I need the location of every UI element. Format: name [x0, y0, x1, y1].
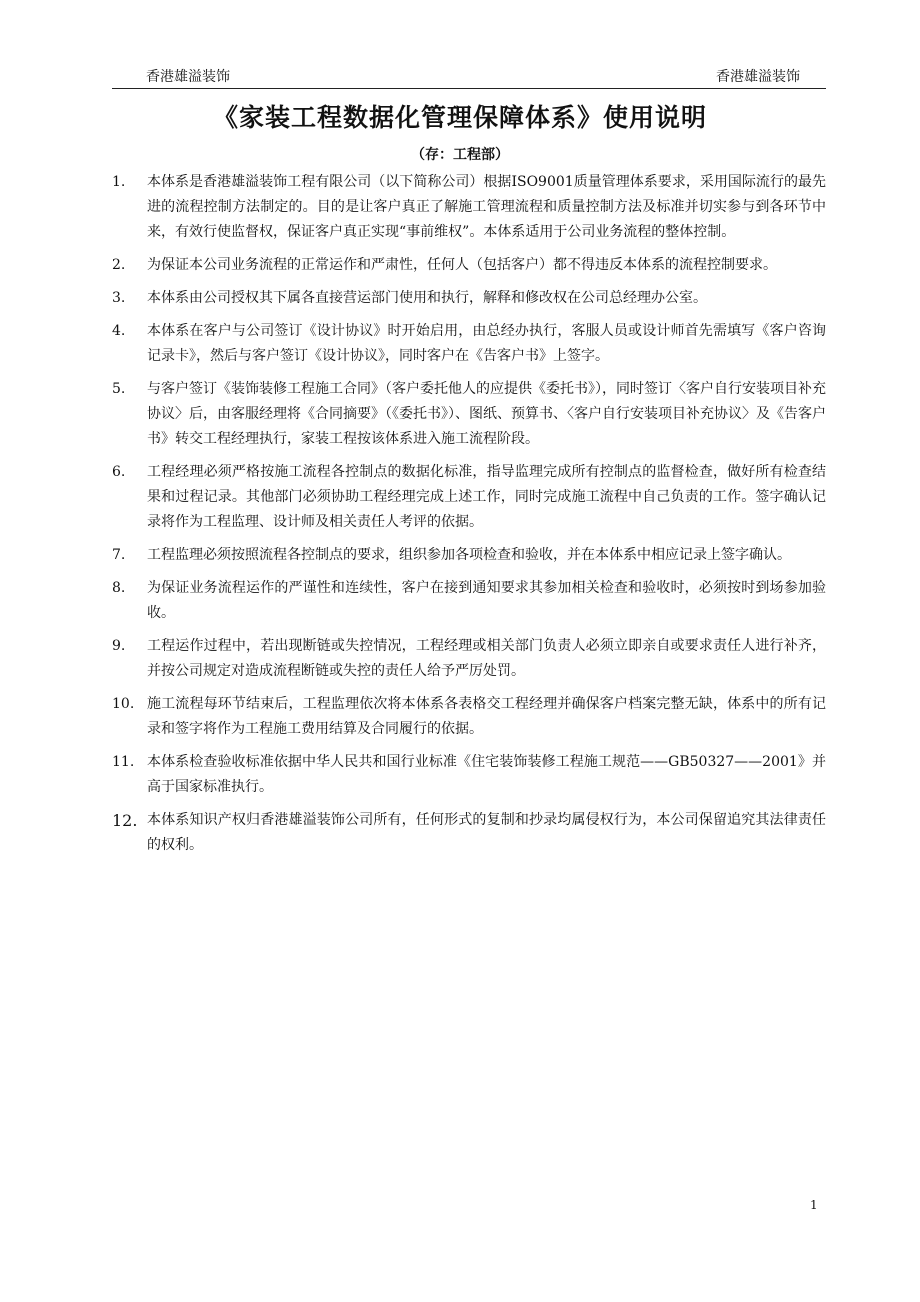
list-item: [112, 460, 826, 535]
instruction-list: [112, 170, 826, 866]
list-item: [112, 377, 826, 452]
item-number: 10.: [112, 696, 135, 712]
list-item: [112, 692, 826, 742]
list-item: [112, 543, 826, 568]
item-number: 4.: [112, 323, 126, 339]
item-text: 工程运作过程中，若出现断链或失控情况，工程经理或相关部门负责人必须立即亲自或要求责任人进行补齐，并按公司规定对造成流程断链或失控的责任人给予严厉处罚。: [147, 638, 826, 679]
header-left-text: 香港雄溢装饰: [146, 69, 230, 85]
item-number: 9.: [112, 638, 126, 654]
list-item: [112, 576, 826, 626]
item-number: 1.: [112, 174, 126, 190]
list-item: [112, 170, 826, 245]
item-text: 为保证本公司业务流程的正常运作和严肃性，任何人（包括客户）都不得违反本体系的流程控制要求。: [147, 257, 777, 273]
item-number: 3.: [112, 290, 126, 306]
list-item: [112, 808, 826, 858]
item-number: 8.: [112, 580, 126, 596]
item-text: 为保证业务流程运作的严谨性和连续性，客户在接到通知要求其参加相关检查和验收时，必须按时到场参加验收。: [147, 580, 826, 621]
item-text: 工程经理必须严格按施工流程各控制点的数据化标准，指导监理完成所有控制点的监督检查，做好所有检查结果和过程记录。其他部门必须协助工程经理完成上述工作，同时完成施工流程中自己负责的工作。签字确认记录将作为工程监理、设计师及相关责任人考评的依据。: [147, 464, 826, 530]
header-right-text: 香港雄溢装饰: [716, 69, 800, 85]
list-item: [112, 286, 826, 311]
list-item: [112, 319, 826, 369]
list-item: [112, 634, 826, 684]
item-text: 本体系由公司授权其下属各直接营运部门使用和执行，解释和修改权在公司总经理办公室。: [147, 290, 707, 306]
item-number: 11.: [112, 754, 135, 770]
item-number: 12.: [112, 811, 138, 830]
document-title: 《家装工程数据化管理保障体系》使用说明: [212, 103, 707, 132]
item-number: 2.: [112, 257, 126, 273]
item-text: 本体系是香港雄溢装饰工程有限公司（以下简称公司）根据ISO9001质量管理体系要求，采用国际流行的最先进的流程控制方法制定的。目的是让客户真正了解施工管理流程和质量控制方法及标准并切实参与到各环节中来，有效行使监督权，保证客户真正实现“事前维权”。本体系适用于公司业务流程的整体控制。: [147, 174, 826, 240]
item-text: 本体系检查验收标准依据中华人民共和国行业标准《住宅装饰装修工程施工规范——GB50327——2001》并高于国家标准执行。: [147, 754, 826, 795]
item-text: 施工流程每环节结束后，工程监理依次将本体系各表格交工程经理并确保客户档案完整无缺，体系中的所有记录和签字将作为工程施工费用结算及合同履行的依据。: [147, 696, 826, 737]
page-number: 1: [810, 1198, 818, 1212]
item-number: 7.: [112, 547, 126, 563]
item-text: 工程监理必须按照流程各控制点的要求，组织参加各项检查和验收，并在本体系中相应记录上签字确认。: [147, 547, 791, 563]
item-text: 与客户签订《装饰装修工程施工合同》（客户委托他人的应提供《委托书》），同时签订〈客户自行安装项目补充协议〉后，由客服经理将《合同摘要》（《委托书》）、图纸、预算书、〈客户自行安装项目补充协议〉及《告客户书》转交工程经理执行，家装工程按该体系进入施工流程阶段。: [147, 381, 826, 447]
item-text: 本体系在客户与公司签订《设计协议》时开始启用，由总经办执行，客服人员或设计师首先需填写《客户咨询记录卡》，然后与客户签订《设计协议》，同时客户在《告客户书》上签字。: [147, 323, 826, 364]
item-number: 6.: [112, 464, 126, 480]
item-number: 5.: [112, 381, 126, 397]
list-item: [112, 253, 826, 278]
page-header: [112, 64, 826, 89]
document-subtitle: （存：工程部）: [411, 147, 509, 163]
item-text: 本体系知识产权归香港雄溢装饰公司所有，任何形式的复制和抄录均属侵权行为，本公司保留追究其法律责任的权利。: [147, 812, 826, 853]
list-item: [112, 750, 826, 800]
